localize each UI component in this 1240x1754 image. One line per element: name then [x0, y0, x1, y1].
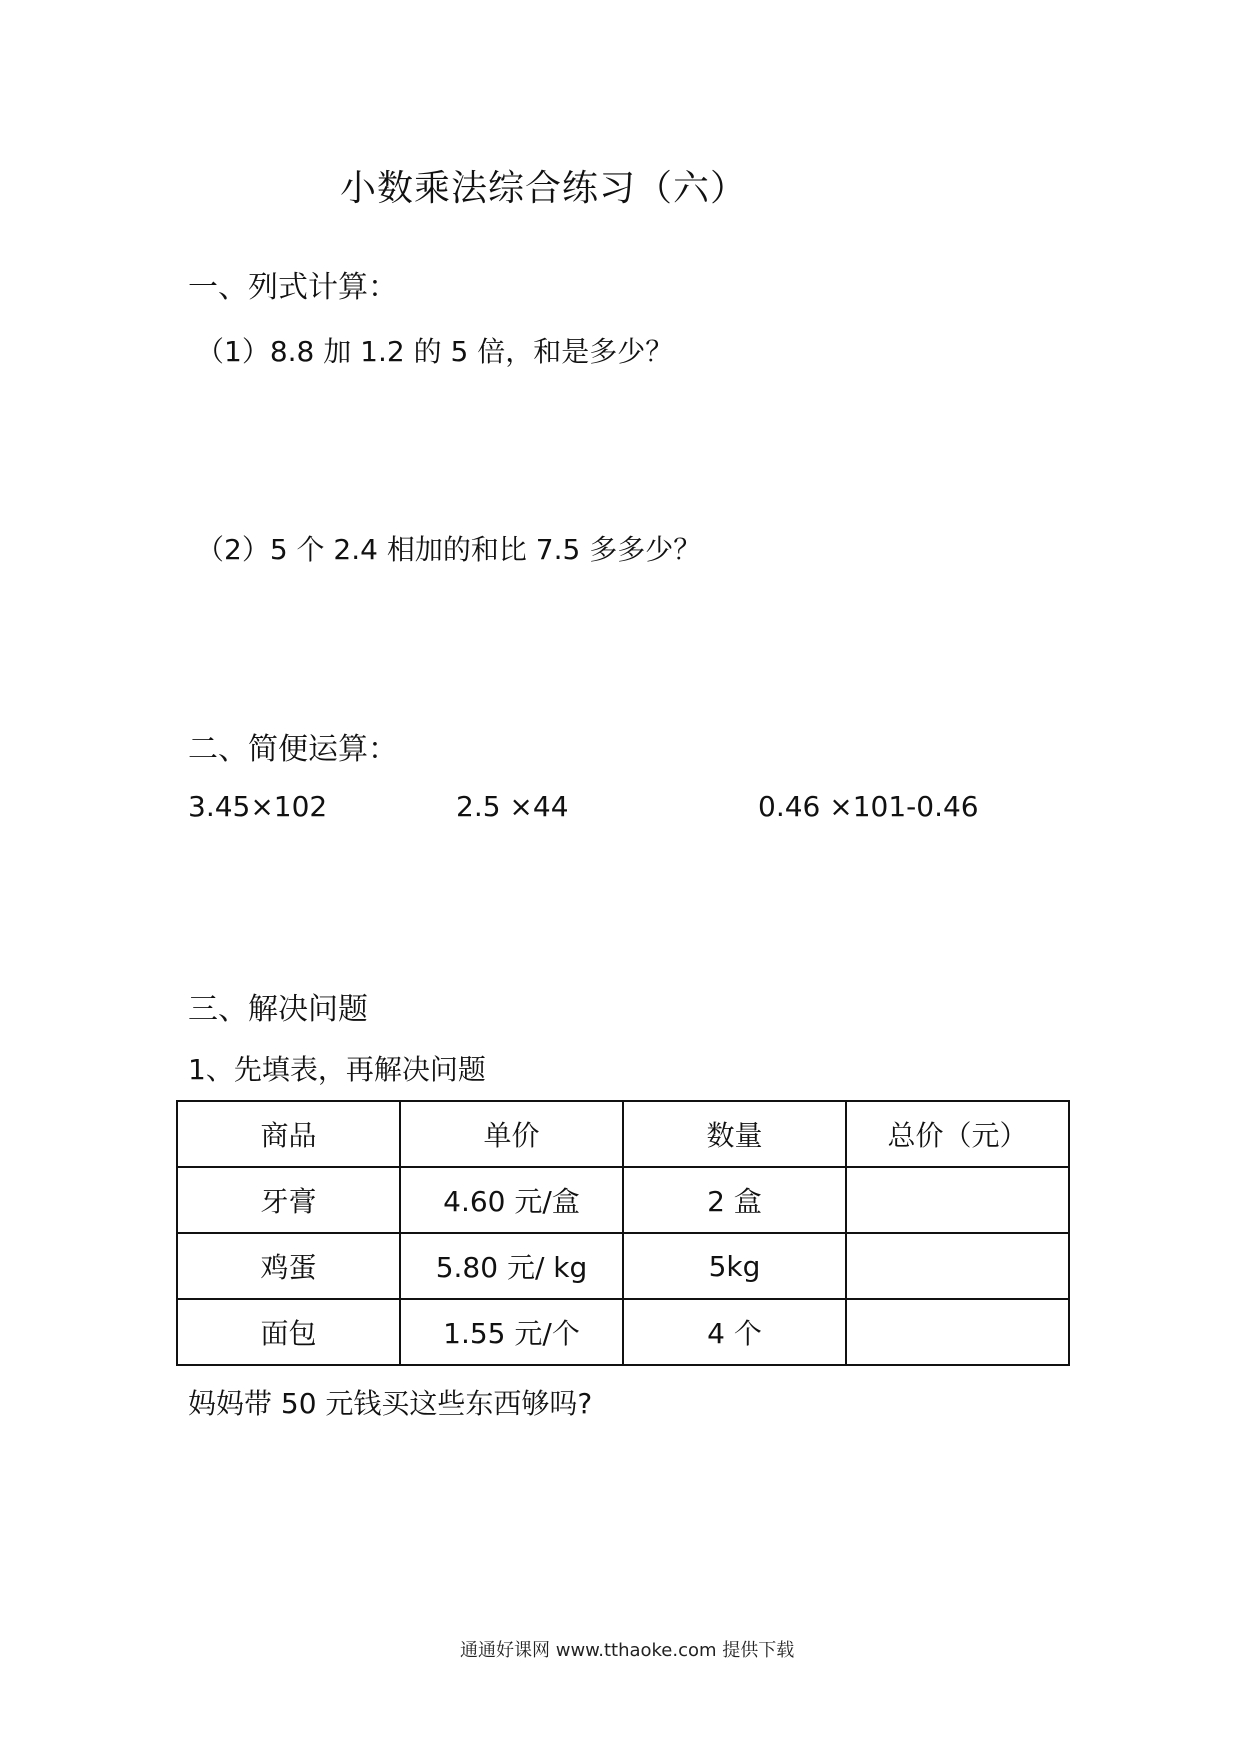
page-title: 小数乘法综合练习（六）: [340, 168, 748, 209]
table-row: [177, 1167, 1069, 1233]
question-2: （2）5 个 2.4 相加的和比 7.5 多多少？: [196, 533, 702, 566]
footer-text: 通通好课网 www.tthaoke.com 提供下载: [460, 1640, 795, 1661]
table-cell: 2 盒: [623, 1167, 846, 1233]
table-cell-blank: [846, 1167, 1069, 1233]
table-cell: 5kg: [623, 1233, 846, 1299]
table-cell: 5.80 元/ kg: [400, 1233, 623, 1299]
table-cell: 面包: [177, 1299, 400, 1365]
expression-2: 2.5 ×44: [456, 790, 569, 823]
table-cell: 1.55 元/个: [400, 1299, 623, 1365]
header-cell: 总价（元）: [846, 1101, 1069, 1167]
expression-1: 3.45×102: [188, 790, 328, 823]
expression-3: 0.46 ×101-0.46: [758, 790, 979, 823]
sub-question-1: 1、先填表，再解决问题: [188, 1053, 486, 1086]
table-cell: 鸡蛋: [177, 1233, 400, 1299]
table-cell-blank: [846, 1233, 1069, 1299]
table-cell: 4.60 元/盒: [400, 1167, 623, 1233]
header-cell: 商品: [177, 1101, 400, 1167]
section3-heading: 三、解决问题: [188, 992, 368, 1027]
section2-heading: 二、简便运算：: [188, 732, 398, 767]
table-row: [177, 1299, 1069, 1365]
table-cell: 4 个: [623, 1299, 846, 1365]
table-row: [177, 1233, 1069, 1299]
table-cell-blank: [846, 1299, 1069, 1365]
header-cell: 单价: [400, 1101, 623, 1167]
section1-heading: 一、列式计算：: [188, 270, 398, 305]
header-cell: 数量: [623, 1101, 846, 1167]
goods-table: [176, 1100, 1070, 1366]
table-cell: 牙膏: [177, 1167, 400, 1233]
table-header-row: [177, 1101, 1069, 1167]
question-1: （1）8.8 加 1.2 的 5 倍，和是多少？: [196, 335, 674, 368]
final-question: 妈妈带 50 元钱买这些东西够吗?: [188, 1387, 593, 1420]
